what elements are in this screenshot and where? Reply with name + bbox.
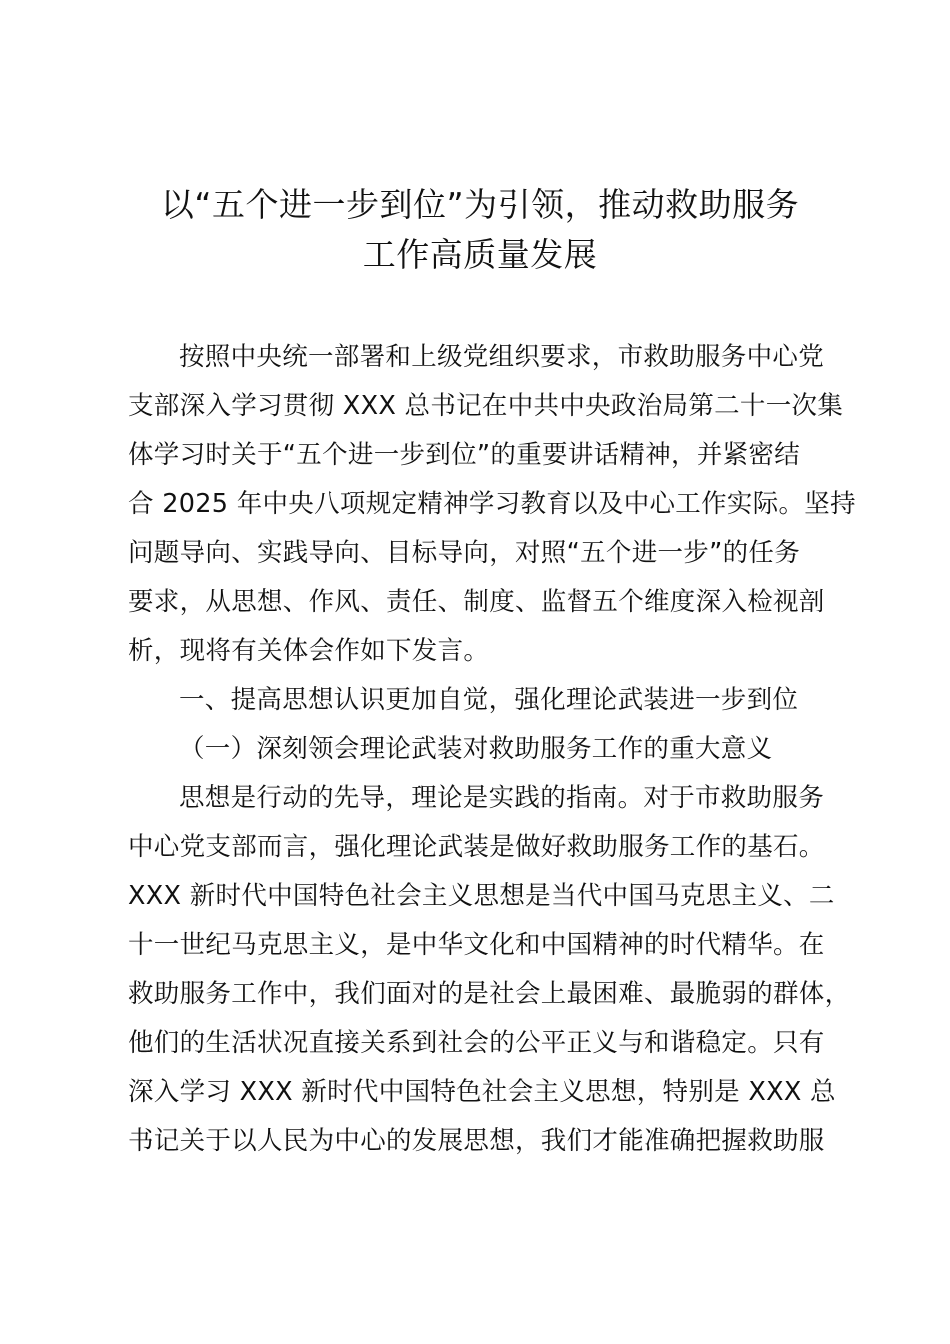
body-text-line: 体学习时关于“五个进一步到位”的重要讲话精神，并紧密结 xyxy=(128,440,801,470)
body-text-line: 合 2025 年中央八项规定精神学习教育以及中心工作实际。坚持 xyxy=(128,489,856,519)
body-text-line: 析，现将有关体会作如下发言。 xyxy=(128,636,490,666)
title-line: 工作高质量发展 xyxy=(362,235,598,274)
body-text-line: 书记关于以人民为中心的发展思想，我们才能准确把握救助服 xyxy=(128,1126,825,1156)
body-text-line: 十一世纪马克思主义，是中华文化和中国精神的时代精华。在 xyxy=(128,930,825,960)
body-text-line: 按照中央统一部署和上级党组织要求，市救助服务中心党 xyxy=(179,342,825,372)
body-text-line: 他们的生活状况直接关系到社会的公平正义与和谐稳定。只有 xyxy=(128,1028,825,1058)
body-text-line: 一、提高思想认识更加自觉，强化理论武装进一步到位 xyxy=(179,685,799,715)
document-body xyxy=(128,333,856,1166)
document-title xyxy=(100,180,860,280)
body-text-line: XXX 新时代中国特色社会主义思想是当代中国马克思主义、二 xyxy=(128,881,835,911)
body-text-line: 问题导向、实践导向、目标导向，对照“五个进一步”的任务 xyxy=(128,538,801,568)
title-line: 以“五个进一步到位”为引领，推动救助服务 xyxy=(160,185,800,224)
body-text-line: 要求，从思想、作风、责任、制度、监督五个维度深入检视剖 xyxy=(128,587,825,617)
body-text-line: 中心党支部而言，强化理论武装是做好救助服务工作的基石。 xyxy=(128,832,825,862)
body-text-line: 思想是行动的先导，理论是实践的指南。对于市救助服务 xyxy=(179,783,825,813)
body-text-line: 支部深入学习贯彻 XXX 总书记在中共中央政治局第二十一次集 xyxy=(128,391,844,421)
body-text-line: 深入学习 XXX 新时代中国特色社会主义思想，特别是 XXX 总 xyxy=(128,1077,836,1107)
body-text-line: 救助服务工作中，我们面对的是社会上最困难、最脆弱的群体， xyxy=(128,979,851,1009)
body-text-line: （一）深刻领会理论武装对救助服务工作的重大意义 xyxy=(179,734,773,764)
